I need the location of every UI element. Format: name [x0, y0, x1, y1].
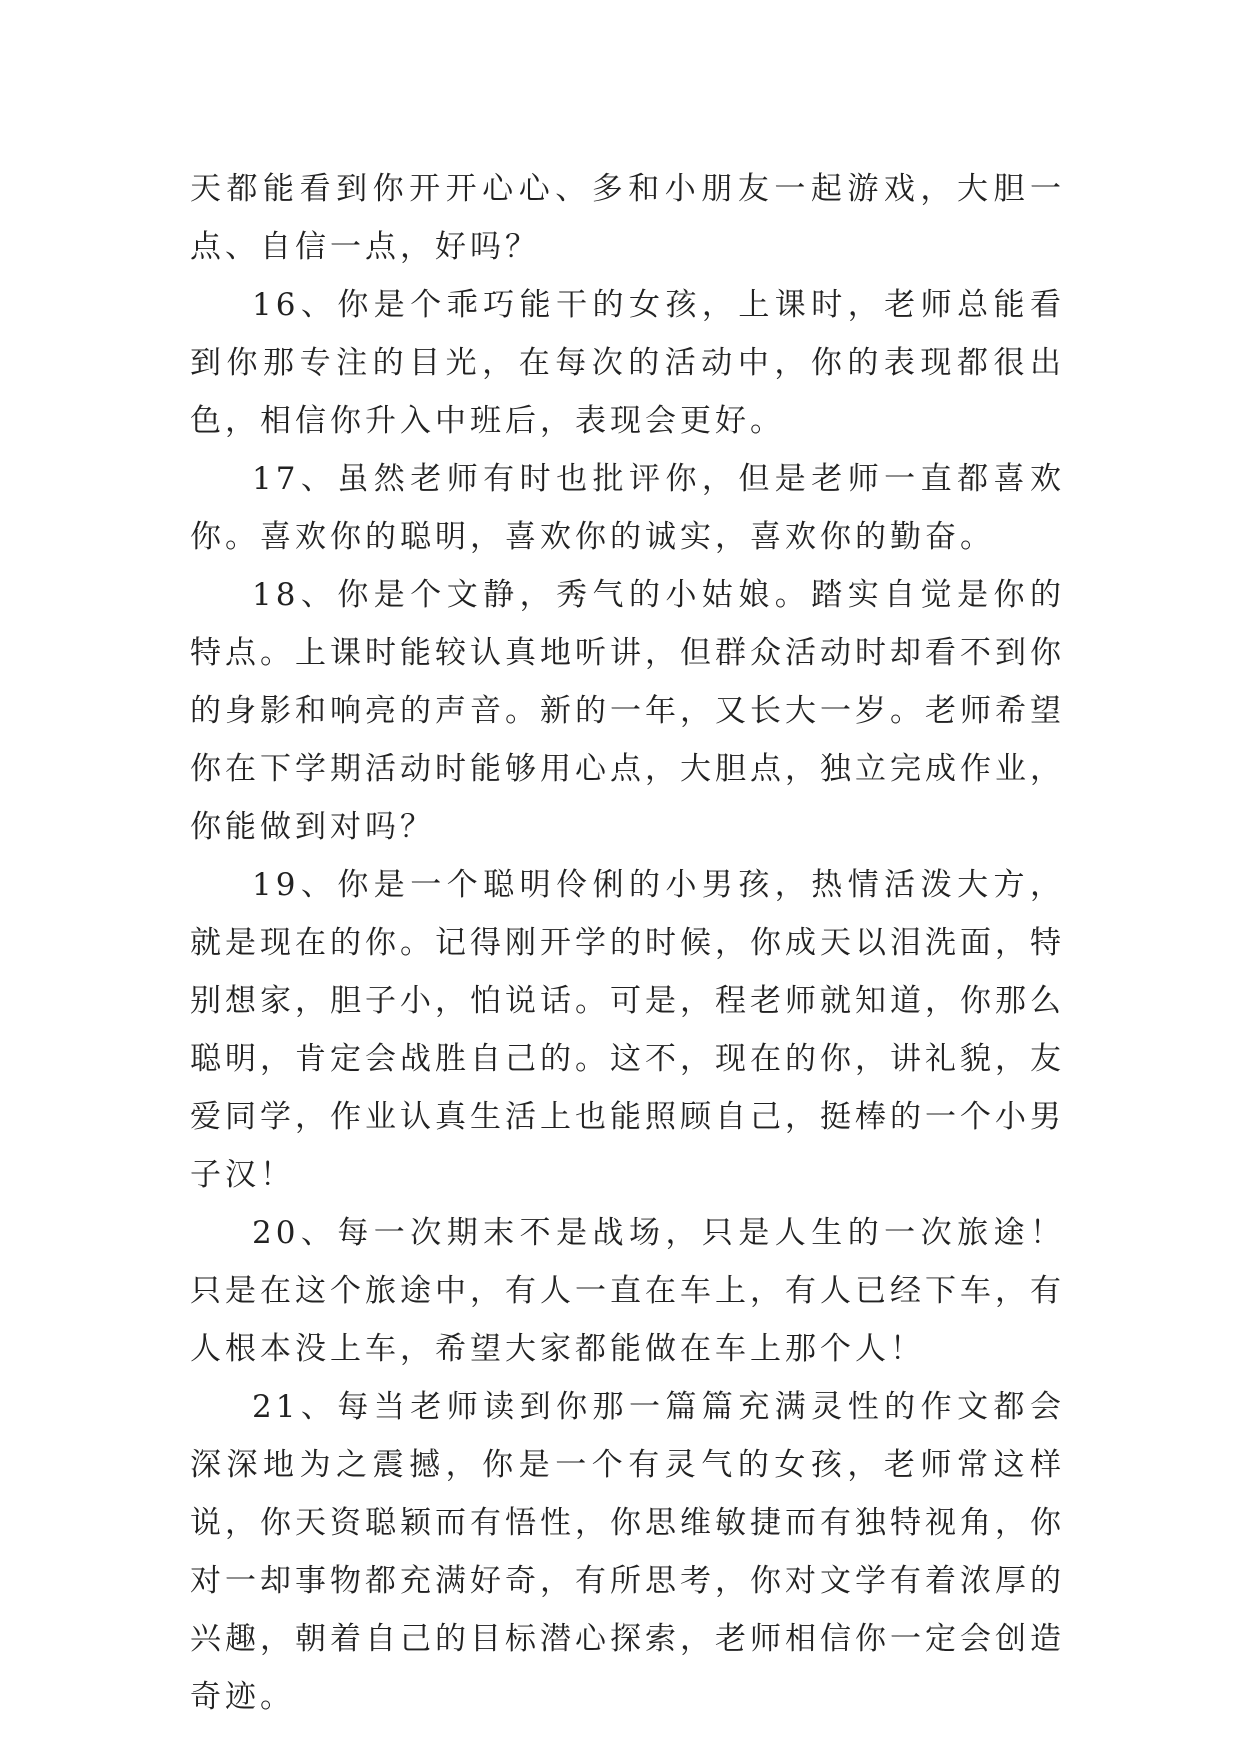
- paragraph-21: 21、每当老师读到你那一篇篇充满灵性的作文都会深深地为之震撼，你是一个有灵气的女孩，老师常这样说，你天资聪颖而有悟性，你思维敏捷而有独特视角，你对一却事物都充满好奇，有所思考，你对文学有着浓厚的兴趣，朝着自己的目标潜心探索，老师相信你一定会创造奇迹。: [190, 1389, 1065, 1715]
- paragraph-20: 20、每一次期末不是战场，只是人生的一次旅途！只是在这个旅途中，有人一直在车上，有人已经下车，有人根本没上车，希望大家都能做在车上那个人！: [190, 1215, 1065, 1367]
- paragraph-18: 18、你是个文静，秀气的小姑娘。踏实自觉是你的特点。上课时能较认真地听讲，但群众活动时却看不到你的身影和响亮的声音。新的一年，又长大一岁。老师希望你在下学期活动时能够用心点，大胆点，独立完成作业，你能做到对吗？: [190, 577, 1065, 845]
- paragraph-17: 17、虽然老师有时也批评你，但是老师一直都喜欢你。喜欢你的聪明，喜欢你的诚实，喜欢你的勤奋。: [190, 461, 1065, 555]
- paragraph-19: 19、你是一个聪明伶俐的小男孩，热情活泼大方，就是现在的你。记得刚开学的时候，你成天以泪洗面，特别想家，胆子小，怕说话。可是，程老师就知道，你那么聪明，肯定会战胜自己的。这不，现在的你，讲礼貌，友爱同学，作业认真生活上也能照顾自己，挺棒的一个小男子汉！: [190, 867, 1065, 1193]
- document-body: [190, 160, 1065, 1726]
- paragraph-continuation: 天都能看到你开开心心、多和小朋友一起游戏，大胆一点、自信一点，好吗？: [190, 171, 1065, 265]
- paragraph-16: 16、你是个乖巧能干的女孩，上课时，老师总能看到你那专注的目光，在每次的活动中，你的表现都很出色，相信你升入中班后，表现会更好。: [190, 287, 1065, 439]
